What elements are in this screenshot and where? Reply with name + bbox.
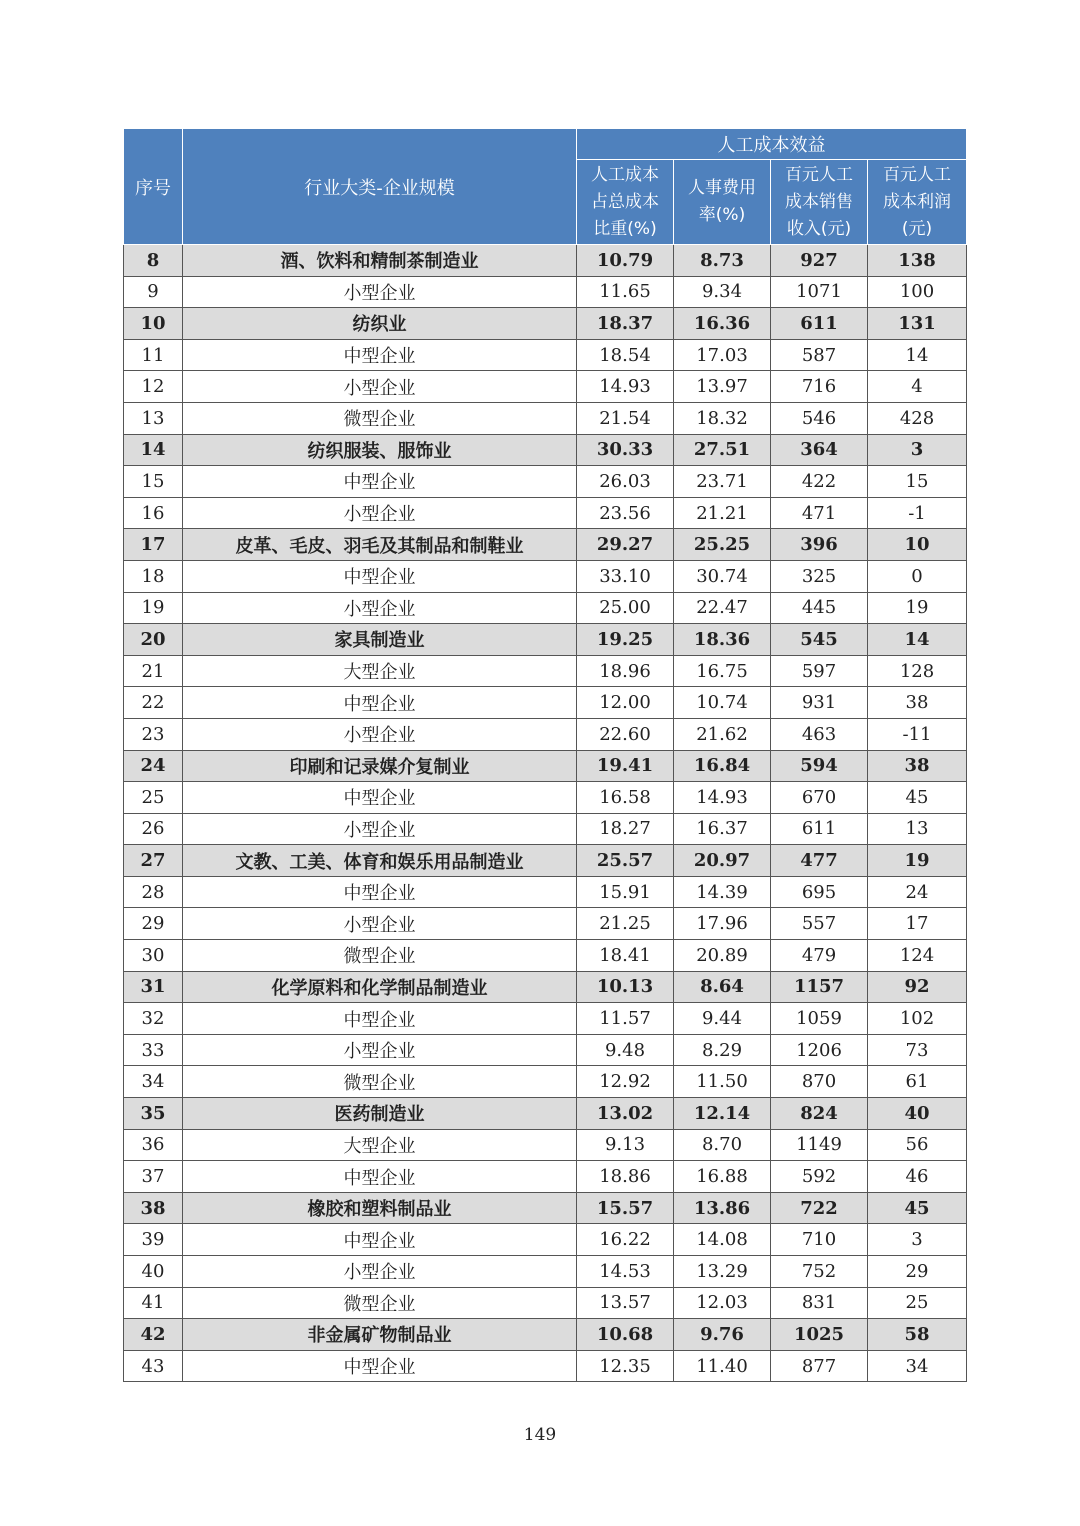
row-index: 33 (124, 1034, 183, 1066)
row-index: 40 (124, 1256, 183, 1288)
table-row (124, 1350, 967, 1382)
row-cost-share: 16.58 (577, 782, 674, 814)
row-profit-per-100: 100 (868, 276, 967, 308)
row-personnel-rate: 11.50 (674, 1066, 771, 1098)
row-personnel-rate: 18.32 (674, 402, 771, 434)
table-row (124, 1034, 967, 1066)
row-cost-share: 18.54 (577, 339, 674, 371)
row-cost-share: 18.96 (577, 655, 674, 687)
row-sales-per-100: 445 (771, 592, 868, 624)
row-index: 38 (124, 1192, 183, 1224)
row-sales-per-100: 670 (771, 782, 868, 814)
row-category: 橡胶和塑料制品业 (183, 1192, 577, 1224)
row-index: 12 (124, 371, 183, 403)
row-category: 中型企业 (183, 1224, 577, 1256)
row-index: 10 (124, 308, 183, 340)
row-cost-share: 14.93 (577, 371, 674, 403)
row-index: 24 (124, 750, 183, 782)
row-index: 41 (124, 1287, 183, 1319)
row-category: 小型企业 (183, 1256, 577, 1288)
row-sales-per-100: 1025 (771, 1319, 868, 1351)
row-cost-share: 18.41 (577, 940, 674, 972)
row-sales-per-100: 594 (771, 750, 868, 782)
row-index: 11 (124, 339, 183, 371)
row-index: 35 (124, 1098, 183, 1130)
row-category: 小型企业 (183, 1034, 577, 1066)
table-row (124, 371, 967, 403)
row-sales-per-100: 546 (771, 402, 868, 434)
row-profit-per-100: 102 (868, 1003, 967, 1035)
row-profit-per-100: 61 (868, 1066, 967, 1098)
row-cost-share: 10.68 (577, 1319, 674, 1351)
row-sales-per-100: 557 (771, 908, 868, 940)
row-index: 28 (124, 876, 183, 908)
row-personnel-rate: 9.44 (674, 1003, 771, 1035)
row-index: 39 (124, 1224, 183, 1256)
table-header (124, 129, 967, 245)
row-cost-share: 18.37 (577, 308, 674, 340)
row-profit-per-100: 15 (868, 466, 967, 498)
row-sales-per-100: 716 (771, 371, 868, 403)
row-profit-per-100: -11 (868, 718, 967, 750)
row-cost-share: 10.13 (577, 971, 674, 1003)
row-profit-per-100: 24 (868, 876, 967, 908)
row-sales-per-100: 1149 (771, 1129, 868, 1161)
row-personnel-rate: 30.74 (674, 560, 771, 592)
row-profit-per-100: 56 (868, 1129, 967, 1161)
industry-row (124, 1192, 967, 1224)
row-category: 纺织服装、服饰业 (183, 434, 577, 466)
labor-cost-table (123, 128, 967, 1382)
table-row (124, 402, 967, 434)
row-personnel-rate: 12.14 (674, 1098, 771, 1130)
row-profit-per-100: 13 (868, 813, 967, 845)
row-category: 小型企业 (183, 908, 577, 940)
table-row (124, 782, 967, 814)
table-row (124, 466, 967, 498)
row-sales-per-100: 396 (771, 529, 868, 561)
row-category: 小型企业 (183, 276, 577, 308)
row-category: 中型企业 (183, 466, 577, 498)
row-cost-share: 18.86 (577, 1161, 674, 1193)
row-sales-per-100: 870 (771, 1066, 868, 1098)
row-cost-share: 13.02 (577, 1098, 674, 1130)
row-profit-per-100: 128 (868, 655, 967, 687)
table-row (124, 1287, 967, 1319)
row-sales-per-100: 695 (771, 876, 868, 908)
row-profit-per-100: 14 (868, 339, 967, 371)
row-personnel-rate: 21.62 (674, 718, 771, 750)
row-index: 43 (124, 1350, 183, 1382)
row-index: 13 (124, 402, 183, 434)
row-sales-per-100: 587 (771, 339, 868, 371)
row-sales-per-100: 611 (771, 308, 868, 340)
row-sales-per-100: 592 (771, 1161, 868, 1193)
row-personnel-rate: 16.88 (674, 1161, 771, 1193)
table-row (124, 276, 967, 308)
row-category: 微型企业 (183, 1066, 577, 1098)
row-personnel-rate: 13.86 (674, 1192, 771, 1224)
row-personnel-rate: 14.08 (674, 1224, 771, 1256)
row-index: 21 (124, 655, 183, 687)
row-sales-per-100: 463 (771, 718, 868, 750)
row-profit-per-100: 3 (868, 1224, 967, 1256)
industry-row (124, 1319, 967, 1351)
row-sales-per-100: 710 (771, 1224, 868, 1256)
row-sales-per-100: 722 (771, 1192, 868, 1224)
row-cost-share: 33.10 (577, 560, 674, 592)
row-category: 非金属矿物制品业 (183, 1319, 577, 1351)
row-personnel-rate: 11.40 (674, 1350, 771, 1382)
table-row (124, 655, 967, 687)
row-profit-per-100: 40 (868, 1098, 967, 1130)
row-cost-share: 9.48 (577, 1034, 674, 1066)
table-row (124, 497, 967, 529)
row-index: 34 (124, 1066, 183, 1098)
row-category: 印刷和记录媒介复制业 (183, 750, 577, 782)
table-row (124, 1256, 967, 1288)
row-cost-share: 25.57 (577, 845, 674, 877)
row-cost-share: 12.92 (577, 1066, 674, 1098)
table-row (124, 592, 967, 624)
table-row (124, 813, 967, 845)
row-personnel-rate: 9.34 (674, 276, 771, 308)
row-cost-share: 11.57 (577, 1003, 674, 1035)
row-sales-per-100: 931 (771, 687, 868, 719)
industry-row (124, 308, 967, 340)
row-profit-per-100: 0 (868, 560, 967, 592)
industry-row (124, 845, 967, 877)
row-profit-per-100: 38 (868, 750, 967, 782)
row-personnel-rate: 10.74 (674, 687, 771, 719)
row-category: 微型企业 (183, 402, 577, 434)
row-sales-per-100: 1071 (771, 276, 868, 308)
row-category: 中型企业 (183, 876, 577, 908)
row-category: 中型企业 (183, 1003, 577, 1035)
header-sales-per-100: 百元人工 成本销售 收入(元) (771, 160, 868, 245)
row-category: 小型企业 (183, 592, 577, 624)
table-row (124, 1161, 967, 1193)
row-cost-share: 9.13 (577, 1129, 674, 1161)
row-cost-share: 21.25 (577, 908, 674, 940)
row-index: 26 (124, 813, 183, 845)
row-profit-per-100: 45 (868, 782, 967, 814)
row-personnel-rate: 21.21 (674, 497, 771, 529)
row-index: 15 (124, 466, 183, 498)
row-personnel-rate: 25.25 (674, 529, 771, 561)
header-group-title: 人工成本效益 (577, 129, 967, 160)
row-profit-per-100: 131 (868, 308, 967, 340)
row-category: 纺织业 (183, 308, 577, 340)
row-index: 22 (124, 687, 183, 719)
row-personnel-rate: 17.03 (674, 339, 771, 371)
row-index: 8 (124, 245, 183, 277)
row-cost-share: 12.00 (577, 687, 674, 719)
row-index: 19 (124, 592, 183, 624)
table-row (124, 876, 967, 908)
row-profit-per-100: 58 (868, 1319, 967, 1351)
industry-row (124, 624, 967, 656)
row-sales-per-100: 831 (771, 1287, 868, 1319)
row-cost-share: 19.25 (577, 624, 674, 656)
row-personnel-rate: 8.29 (674, 1034, 771, 1066)
row-category: 家具制造业 (183, 624, 577, 656)
row-index: 37 (124, 1161, 183, 1193)
row-index: 30 (124, 940, 183, 972)
row-category: 大型企业 (183, 655, 577, 687)
row-personnel-rate: 16.84 (674, 750, 771, 782)
row-index: 20 (124, 624, 183, 656)
row-cost-share: 13.57 (577, 1287, 674, 1319)
row-sales-per-100: 325 (771, 560, 868, 592)
row-index: 23 (124, 718, 183, 750)
row-profit-per-100: 92 (868, 971, 967, 1003)
row-personnel-rate: 14.93 (674, 782, 771, 814)
row-profit-per-100: 45 (868, 1192, 967, 1224)
header-cost-share: 人工成本 占总成本 比重(%) (577, 160, 674, 245)
row-sales-per-100: 364 (771, 434, 868, 466)
row-category: 医药制造业 (183, 1098, 577, 1130)
row-cost-share: 29.27 (577, 529, 674, 561)
row-personnel-rate: 13.29 (674, 1256, 771, 1288)
row-cost-share: 25.00 (577, 592, 674, 624)
row-cost-share: 14.53 (577, 1256, 674, 1288)
row-sales-per-100: 1206 (771, 1034, 868, 1066)
row-sales-per-100: 752 (771, 1256, 868, 1288)
industry-row (124, 750, 967, 782)
row-profit-per-100: 10 (868, 529, 967, 561)
row-category: 中型企业 (183, 560, 577, 592)
table-row (124, 718, 967, 750)
industry-row (124, 245, 967, 277)
header-personnel-rate: 人事费用 率(%) (674, 160, 771, 245)
row-profit-per-100: 29 (868, 1256, 967, 1288)
row-profit-per-100: 25 (868, 1287, 967, 1319)
row-profit-per-100: 73 (868, 1034, 967, 1066)
table-row (124, 1066, 967, 1098)
table-row (124, 1129, 967, 1161)
row-cost-share: 26.03 (577, 466, 674, 498)
table-row (124, 687, 967, 719)
row-cost-share: 23.56 (577, 497, 674, 529)
table-row (124, 339, 967, 371)
row-personnel-rate: 16.36 (674, 308, 771, 340)
row-personnel-rate: 16.37 (674, 813, 771, 845)
header-category: 行业大类-企业规模 (183, 129, 577, 245)
industry-row (124, 1098, 967, 1130)
table-body (124, 245, 967, 1382)
row-personnel-rate: 12.03 (674, 1287, 771, 1319)
row-index: 17 (124, 529, 183, 561)
row-personnel-rate: 13.97 (674, 371, 771, 403)
row-personnel-rate: 17.96 (674, 908, 771, 940)
row-cost-share: 16.22 (577, 1224, 674, 1256)
row-personnel-rate: 8.64 (674, 971, 771, 1003)
row-category: 中型企业 (183, 1350, 577, 1382)
row-cost-share: 30.33 (577, 434, 674, 466)
table-row (124, 560, 967, 592)
row-sales-per-100: 479 (771, 940, 868, 972)
row-sales-per-100: 477 (771, 845, 868, 877)
row-cost-share: 22.60 (577, 718, 674, 750)
row-personnel-rate: 18.36 (674, 624, 771, 656)
row-personnel-rate: 8.70 (674, 1129, 771, 1161)
row-profit-per-100: 428 (868, 402, 967, 434)
row-index: 14 (124, 434, 183, 466)
row-sales-per-100: 1157 (771, 971, 868, 1003)
row-cost-share: 19.41 (577, 750, 674, 782)
row-category: 化学原料和化学制品制造业 (183, 971, 577, 1003)
row-profit-per-100: 124 (868, 940, 967, 972)
header-index: 序号 (124, 129, 183, 245)
industry-row (124, 434, 967, 466)
row-index: 31 (124, 971, 183, 1003)
table-row (124, 908, 967, 940)
row-category: 文教、工美、体育和娱乐用品制造业 (183, 845, 577, 877)
row-category: 酒、饮料和精制茶制造业 (183, 245, 577, 277)
row-category: 大型企业 (183, 1129, 577, 1161)
row-category: 微型企业 (183, 940, 577, 972)
row-sales-per-100: 471 (771, 497, 868, 529)
row-sales-per-100: 597 (771, 655, 868, 687)
row-profit-per-100: 46 (868, 1161, 967, 1193)
row-category: 中型企业 (183, 687, 577, 719)
row-profit-per-100: 14 (868, 624, 967, 656)
row-personnel-rate: 8.73 (674, 245, 771, 277)
row-profit-per-100: 17 (868, 908, 967, 940)
row-index: 18 (124, 560, 183, 592)
row-personnel-rate: 9.76 (674, 1319, 771, 1351)
row-sales-per-100: 877 (771, 1350, 868, 1382)
row-category: 皮革、毛皮、羽毛及其制品和制鞋业 (183, 529, 577, 561)
row-personnel-rate: 14.39 (674, 876, 771, 908)
row-category: 中型企业 (183, 1161, 577, 1193)
row-sales-per-100: 545 (771, 624, 868, 656)
table-row (124, 940, 967, 972)
row-index: 9 (124, 276, 183, 308)
table-row (124, 1224, 967, 1256)
row-personnel-rate: 27.51 (674, 434, 771, 466)
row-profit-per-100: 19 (868, 592, 967, 624)
industry-row (124, 529, 967, 561)
row-sales-per-100: 824 (771, 1098, 868, 1130)
row-personnel-rate: 20.89 (674, 940, 771, 972)
row-personnel-rate: 22.47 (674, 592, 771, 624)
row-profit-per-100: 3 (868, 434, 967, 466)
table-row (124, 1003, 967, 1035)
row-category: 微型企业 (183, 1287, 577, 1319)
row-index: 27 (124, 845, 183, 877)
row-cost-share: 15.57 (577, 1192, 674, 1224)
row-profit-per-100: 19 (868, 845, 967, 877)
row-category: 小型企业 (183, 497, 577, 529)
row-sales-per-100: 927 (771, 245, 868, 277)
row-category: 中型企业 (183, 782, 577, 814)
row-category: 小型企业 (183, 371, 577, 403)
row-index: 36 (124, 1129, 183, 1161)
row-personnel-rate: 20.97 (674, 845, 771, 877)
row-profit-per-100: 38 (868, 687, 967, 719)
row-sales-per-100: 1059 (771, 1003, 868, 1035)
row-profit-per-100: -1 (868, 497, 967, 529)
row-category: 小型企业 (183, 718, 577, 750)
row-cost-share: 21.54 (577, 402, 674, 434)
row-cost-share: 10.79 (577, 245, 674, 277)
row-index: 16 (124, 497, 183, 529)
row-cost-share: 15.91 (577, 876, 674, 908)
row-cost-share: 18.27 (577, 813, 674, 845)
row-category: 小型企业 (183, 813, 577, 845)
row-profit-per-100: 4 (868, 371, 967, 403)
row-index: 25 (124, 782, 183, 814)
row-index: 32 (124, 1003, 183, 1035)
row-personnel-rate: 16.75 (674, 655, 771, 687)
row-cost-share: 11.65 (577, 276, 674, 308)
industry-row (124, 971, 967, 1003)
page-number: 149 (523, 1425, 557, 1445)
header-profit-per-100: 百元人工 成本利润 (元) (868, 160, 967, 245)
row-index: 29 (124, 908, 183, 940)
row-index: 42 (124, 1319, 183, 1351)
row-personnel-rate: 23.71 (674, 466, 771, 498)
row-cost-share: 12.35 (577, 1350, 674, 1382)
row-sales-per-100: 422 (771, 466, 868, 498)
row-category: 中型企业 (183, 339, 577, 371)
row-profit-per-100: 34 (868, 1350, 967, 1382)
row-profit-per-100: 138 (868, 245, 967, 277)
row-sales-per-100: 611 (771, 813, 868, 845)
